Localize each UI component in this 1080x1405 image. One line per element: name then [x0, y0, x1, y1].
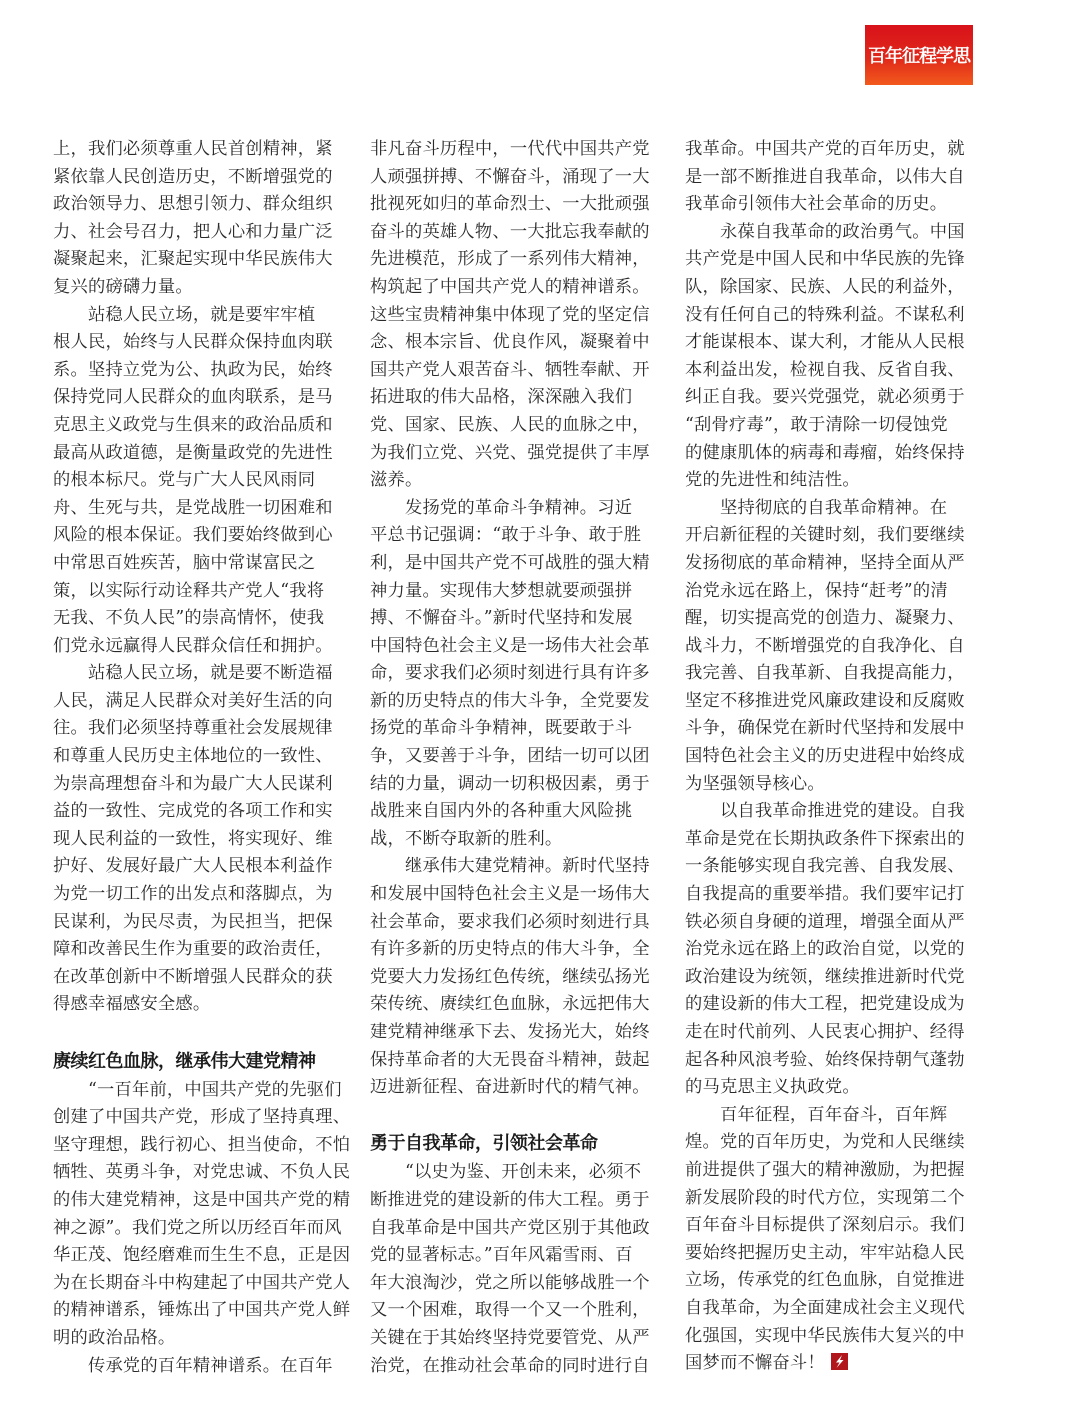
text-line: 治党永远在路上，保持“赶考”的清: [685, 580, 948, 601]
text-line: 起各种风浪考验、始终保持朝气蓬勃: [685, 1049, 965, 1070]
text-line: 我革命。中国共产党的百年历史，就: [685, 139, 965, 159]
text-line: 治党，在推动社会革命的同时进行自: [370, 1355, 650, 1376]
text-line: 紧依靠人民创造历史，不断增强党的: [53, 166, 333, 187]
text-line: 战斗力，不断增强党的自我净化、自: [685, 635, 965, 656]
text-line: “以史为鉴、开创未来，必须不: [370, 1162, 642, 1183]
text-line: 华正茂、饱经磨难而生生不息，正是因: [53, 1245, 351, 1266]
text-line: 舟、生死与共，是党战胜一切困难和: [53, 497, 333, 518]
text-line: 搏、不懈奋斗。”新时代坚持和发展: [370, 608, 633, 629]
text-line: 人顽强拼搏、不懈奋斗，涌现了一大: [370, 166, 650, 187]
text-line: 民谋利，为民尽责，为民担当，把保: [53, 911, 333, 932]
text-line: 念、根本宗旨、优良作风，凝聚着中: [370, 332, 650, 353]
text-line: 铁必须自身硬的道理，增强全面从严: [685, 911, 965, 932]
text-line: 奋斗的英雄人物、一大批忘我奉献的: [370, 221, 650, 242]
text-line: 和发展中国特色社会主义是一场伟大: [370, 884, 650, 905]
text-line: 站稳人民立场，就是要牢牢植: [53, 304, 316, 325]
text-line: 策，以实际行动诠释共产党人“我将: [53, 580, 325, 601]
column-1: [53, 136, 351, 1380]
text-line: 平总书记强调：“敢于斗争、敢于胜: [370, 525, 642, 546]
text-line: 为党一切工作的出发点和落脚点，为: [53, 884, 333, 905]
text-line: 人民，满足人民群众对美好生活的向: [53, 690, 333, 711]
text-line: 上，我们必须尊重人民首创精神，紧: [53, 139, 333, 159]
text-line: 坚定不移推进党风廉政建设和反腐败: [685, 690, 965, 711]
text-line: 益的一致性、完成党的各项工作和实: [53, 801, 333, 822]
text-line: 共产党是中国人民和中华民族的先锋: [685, 249, 965, 270]
text-line: 得感幸福感安全感。: [53, 994, 211, 1015]
text-line: 政治建设为统领，继续推进新时代党: [685, 966, 965, 987]
text-line: 牺牲、英勇斗争，对党忠诚、不负人民: [53, 1162, 351, 1183]
text-line: 荣传统、赓续红色血脉，永远把伟大: [370, 994, 650, 1015]
text-line: 没有任何自己的特殊利益。不谋私利: [685, 304, 965, 325]
end-mark-icon: [831, 1353, 848, 1370]
text-line: 走在时代前列、人民衷心拥护、经得: [685, 1022, 965, 1042]
text-line: 醒，切实提高党的创造力、凝聚力、: [685, 608, 965, 629]
text-line: 的根本标尺。党与广大人民风雨同: [53, 470, 316, 491]
text-line: 发扬彻底的革命精神，坚持全面从严: [685, 552, 965, 573]
text-line: 的伟大建党精神，这是中国共产党的精: [53, 1189, 351, 1210]
text-line: 为坚强领导核心。: [685, 773, 825, 794]
text-line: 我革命引领伟大社会革命的历史。: [685, 194, 948, 215]
text-line: 力、社会号召力，把人心和力量广泛: [53, 221, 333, 242]
text-line: 往。我们必须坚持尊重社会发展规律: [53, 718, 333, 739]
text-line: 和尊重人民历史主体地位的一致性、: [53, 746, 333, 767]
text-line: 自我革命是中国共产党区别于其他政: [370, 1217, 650, 1238]
column-3: [685, 136, 977, 1378]
text-line: 以自我革命推进党的建设。自我: [685, 801, 965, 822]
text-line: 争，又要善于斗争，团结一切可以团: [370, 746, 650, 767]
text-line: 年大浪淘沙，党之所以能够战胜一个: [370, 1272, 650, 1293]
text-line: 的马克思主义执政党。: [685, 1077, 860, 1098]
text-line: 在改革创新中不断增强人民群众的获: [53, 966, 333, 987]
text-line: 国特色社会主义的历史进程中始终成: [685, 746, 965, 767]
text-line: 拓进取的伟大品格，深深融入我们: [370, 387, 633, 408]
closing-line: [685, 1350, 977, 1378]
text-line: 新发展阶段的时代方位，实现第二个: [685, 1187, 965, 1208]
text-line: 系。坚持立党为公、执政为民，始终: [53, 359, 333, 380]
text-line: 克思主义政党与生俱来的政治品质和: [53, 414, 333, 435]
text-line: 发扬党的革命斗争精神。习近: [370, 497, 633, 518]
text-line: 关键在于其始终坚持党要管党、从严: [370, 1327, 650, 1348]
text-line: 坚持彻底的自我革命精神。在: [685, 497, 948, 518]
text-line: “一百年前，中国共产党的先驱们: [53, 1079, 342, 1100]
text-line: 扬党的革命斗争精神，既要敢于斗: [370, 718, 633, 739]
text-line: 新的历史特点的伟大斗争，全党要发: [370, 690, 650, 711]
text-line: 纠正自我。要兴党强党，就必须勇于: [685, 387, 965, 408]
text-line: 中国特色社会主义是一场伟大社会革: [370, 635, 650, 656]
text-line: 又一个困难，取得一个又一个胜利，: [370, 1300, 650, 1321]
text-line: 保持党同人民群众的血肉联系，是马: [53, 387, 333, 408]
text-line: 自我革命，为全面建成社会主义现代: [685, 1297, 965, 1318]
text-line: 命，要求我们必须时刻进行具有许多: [370, 663, 650, 684]
text-line: 神之源”。我们党之所以历经百年而风: [53, 1217, 342, 1238]
text-line: 无我、不负人民”的崇高情怀，使我: [53, 608, 325, 629]
text-line: 非凡奋斗历程中，一代代中国共产党: [370, 139, 650, 159]
text-line: 政治领导力、思想引领力、群众组织: [53, 194, 333, 215]
text-line: 治党永远在路上的政治自觉，以党的: [685, 939, 965, 960]
text-line: 迈进新征程、奋进新时代的精气神。: [370, 1077, 650, 1098]
column-2: [370, 136, 662, 1380]
text-line: 坚守理想，践行初心、担当使命，不怕: [53, 1134, 351, 1155]
text-line: 党的先进性和纯洁性。: [685, 470, 860, 491]
section-spacer: [53, 1019, 345, 1047]
text-line: 神力量。实现伟大梦想就要顽强拼: [370, 580, 633, 601]
text-line: 队，除国家、民族、人民的利益外，: [685, 276, 965, 297]
text-line: 要始终把握历史主动，牢牢站稳人民: [685, 1242, 965, 1263]
text-line: 立场，传承党的红色血脉，自觉推进: [685, 1270, 965, 1291]
text-line: 百年奋斗目标提供了深刻启示。我们: [685, 1215, 965, 1236]
text-line: 现人民利益的一致性，将实现好、维: [53, 828, 333, 849]
section-badge: 百年征程学思: [865, 25, 973, 85]
text-line: 最高从政道德，是衡量政党的先进性: [53, 442, 333, 463]
text-line: 为我们立党、兴党、强党提供了丰厚: [370, 442, 650, 463]
closing-text: 国梦而不懈奋斗！: [685, 1353, 825, 1374]
text-line: 战，不断夺取新的胜利。: [370, 828, 563, 849]
text-line: 的精神谱系，锤炼出了中国共产党人鲜: [53, 1300, 351, 1321]
text-line: 滋养。: [370, 470, 423, 491]
text-line: 斗争，确保党在新时代坚持和发展中: [685, 718, 965, 739]
section-heading: 赓续红色血脉，继承伟大建党精神: [53, 1050, 316, 1072]
text-line: 批视死如归的革命烈士、一大批顽强: [370, 194, 650, 215]
text-line: 才能谋根本、谋大利，才能从人民根: [685, 332, 965, 353]
text-line: 是一部不断推进自我革命，以伟大自: [685, 166, 965, 187]
text-line: 革命是党在长期执政条件下探索出的: [685, 828, 965, 849]
text-line: 根人民，始终与人民群众保持血肉联: [53, 332, 333, 353]
text-line: 利，是中国共产党不可战胜的强大精: [370, 552, 650, 573]
text-line: 煌。党的百年历史，为党和人民继续: [685, 1132, 965, 1153]
text-line: 结的力量，调动一切积极因素，勇于: [370, 773, 650, 794]
text-line: 明的政治品格。: [53, 1327, 176, 1348]
text-line: 保持革命者的大无畏奋斗精神，鼓起: [370, 1049, 650, 1070]
text-line: 的建设新的伟大工程，把党建设成为: [685, 994, 965, 1015]
text-line: 有许多新的历史特点的伟大斗争，全: [370, 939, 650, 960]
section-spacer: [370, 1102, 662, 1130]
text-line: 构筑起了中国共产党人的精神谱系。: [370, 276, 650, 297]
text-line: 开启新征程的关键时刻，我们要继续: [685, 525, 965, 546]
text-line: 障和改善民生作为重要的政治责任，: [53, 939, 333, 960]
text-line: 先进模范，形成了一系列伟大精神，: [370, 249, 650, 270]
text-line: 国共产党人艰苦奋斗、牺牲奉献、开: [370, 359, 650, 380]
text-line: 我完善、自我革新、自我提高能力，: [685, 663, 965, 684]
text-line: 传承党的百年精神谱系。在百年: [53, 1355, 333, 1376]
text-line: 党要大力发扬红色传统，继续弘扬光: [370, 966, 650, 987]
text-line: 护好、发展好最广大人民根本利益作: [53, 856, 333, 877]
section-heading: 勇于自我革命，引领社会革命: [370, 1133, 598, 1155]
text-line: 继承伟大建党精神。新时代坚持: [370, 856, 650, 877]
text-line: 断推进党的建设新的伟大工程。勇于: [370, 1189, 650, 1210]
text-line: 党、国家、民族、人民的血脉之中，: [370, 414, 650, 435]
text-line: 站稳人民立场，就是要不断造福: [53, 663, 333, 684]
text-line: 们党永远赢得人民群众信任和拥护。: [53, 635, 333, 656]
text-line: 一条能够实现自我完善、自我发展、: [685, 856, 965, 877]
text-line: 中常思百姓疾苦，脑中常谋富民之: [53, 552, 316, 573]
text-line: 复兴的磅礴力量。: [53, 276, 193, 297]
text-line: 社会革命，要求我们必须时刻进行具: [370, 911, 650, 932]
text-line: 化强国，实现中华民族伟大复兴的中: [685, 1325, 965, 1346]
text-line: 创建了中国共产党，形成了坚持真理、: [53, 1107, 351, 1128]
text-line: 前进提供了强大的精神激励，为把握: [685, 1159, 965, 1180]
text-line: 凝聚起来，汇聚起实现中华民族伟大: [53, 249, 333, 270]
text-line: 为崇高理想奋斗和为最广大人民谋利: [53, 773, 333, 794]
text-line: 建党精神继承下去、发扬光大，始终: [370, 1022, 650, 1042]
text-line: 百年征程，百年奋斗，百年辉: [685, 1104, 948, 1125]
text-line: 永葆自我革命的政治勇气。中国: [685, 221, 965, 242]
text-line: 的健康肌体的病毒和毒瘤，始终保持: [685, 442, 965, 463]
text-line: 自我提高的重要举措。我们要牢记打: [685, 884, 965, 905]
text-line: 战胜来自国内外的各种重大风险挑: [370, 801, 633, 822]
text-line: 为在长期奋斗中构建起了中国共产党人: [53, 1272, 351, 1293]
text-line: 这些宝贵精神集中体现了党的坚定信: [370, 304, 650, 325]
text-line: 本利益出发，检视自我、反省自我、: [685, 359, 965, 380]
text-line: 风险的根本保证。我们要始终做到心: [53, 525, 333, 546]
text-line: 党的显著标志。”百年风霜雪雨、百: [370, 1245, 633, 1266]
text-line: “刮骨疗毒”，敢于清除一切侵蚀党: [685, 414, 948, 435]
